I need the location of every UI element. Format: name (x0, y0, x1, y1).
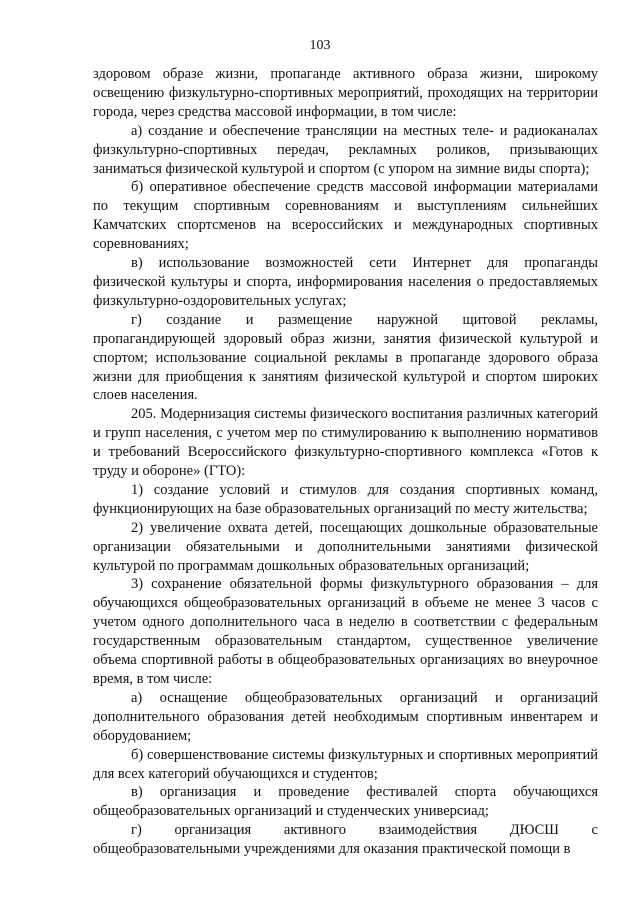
paragraph-subitem-b: б) совершенствование системы физкультурных и спортивных мероприятий для всех категорий обучающихся и студентов; (93, 746, 598, 782)
paragraph-item-v: в) использование возможностей сети Интернет для пропаганды физической культуры и спорта, информирования населения о предоставляемых физкультурно-оздоровительных услугах; (93, 255, 598, 309)
paragraph-item-2: 2) увеличение охвата детей, посещающих дошкольные образовательные организации обязательными и дополнительными занятиями физической культурой по программам дошкольных образовательных организаций; (93, 519, 598, 574)
paragraph-item-b: б) оперативное обеспечение средств массовой информации материалами по текущим спортивным соревнованиям и выступлениям сильнейших Камчатских спортсменов на всероссийских и международных спортивных соревнованиях; (93, 179, 598, 253)
paragraph-subitem-a: а) оснащение общеобразовательных организаций и организаций дополнительного образования детей необходимым спортивным инвентарем и оборудованием; (93, 689, 598, 744)
page-number: 103 (309, 38, 331, 53)
paragraph-item-3: 3) сохранение обязательной формы физкультурного образования – для обучающихся общеобразовательных организаций в объеме не менее 3 часов с учетом одного дополнительного часа в неделю в соответствии с федеральным государственным образовательным стандартом, существенное увеличение объема спортивной работы в общеобразовательных организациях во внеурочное время, в том числе: (93, 576, 598, 687)
paragraph-item-g: г) создание и размещение наружной щитовой рекламы, пропагандирующей здоровый образ жизни, занятия физической культурой и спортом; использование социальной рекламы в пропаганде здорового образа жизни для приобщения к занятиям физической культурой и спортом широких слоев населения. (93, 311, 598, 404)
paragraph-item-1: 1) создание условий и стимулов для создания спортивных команд, функционирующих на базе образовательных организаций по месту жительства; (93, 481, 598, 517)
paragraph-subitem-g: г) организация активного взаимодействия ДЮСШ с общеобразовательными учреждениями для оказания практической помощи в (93, 822, 598, 858)
paragraph-subitem-v: в) организация и проведение фестивалей спорта обучающихся общеобразовательных организаций и студенческих универсиад; (93, 784, 598, 820)
document-body (93, 65, 598, 859)
paragraph-205: 205. Модернизация системы физического воспитания различных категорий и групп населения, с учетом мер по стимулированию к выполнению нормативов и требований Всероссийского физкультурно-спортивного комплекса «Готов к труду и обороне» (ГТО): (93, 406, 598, 480)
paragraph-continuation: здоровом образе жизни, пропаганде активного образа жизни, широкому освещению физкультурно-спортивных мероприятий, проходящих на территории города, через средства массовой информации, в том числе: (93, 66, 598, 120)
paragraph-item-a: а) создание и обеспечение трансляции на местных теле- и радиоканалах физкультурно-спортивных передач, рекламных роликов, призывающих заниматься физической культурой и спортом (с упором на зимние виды спорта); (93, 122, 598, 177)
